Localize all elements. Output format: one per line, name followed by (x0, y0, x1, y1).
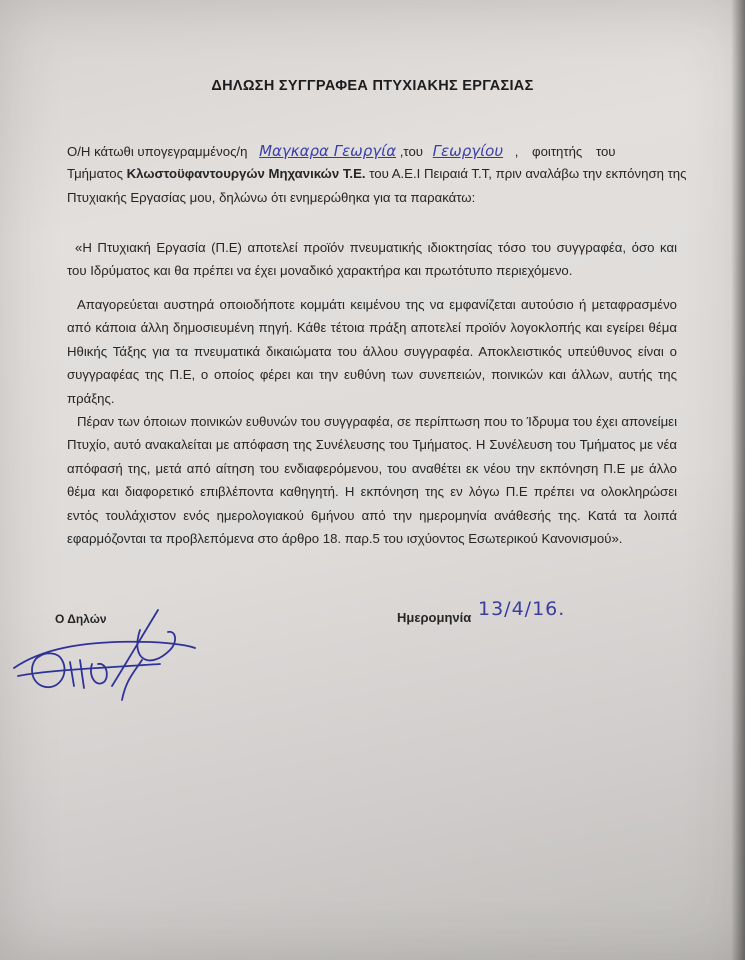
intro-line2-pre: Τμήματος (67, 166, 123, 181)
intro-line-3: Πτυχιακής Εργασίας μου, δηλώνω ότι ενημερώθηκα για τα παρακάτω: (67, 190, 476, 205)
paragraph-3: Πέραν των όποιων ποινικών ευθυνών του συγγραφέα, σε περίπτωση που το Ίδρυμα του έχει απονείμει Πτυχίο, αυτό ανακαλείται με απόφαση της Συνέλευσης του Τμήματος. Η Συνέλευση του Τμήματος με νέα απόφασή της, μετά από αίτηση του ενδιαφερόμενου, του αναθέτει εκ νέου την εκπόνηση Π.Ε με άλλο θέμα και διαφορετικό επιβλέποντα καθηγητή. Η εκπόνηση της εν λόγω Π.Ε πρέπει να ολοκληρώσει εντός τουλάχιστον ενός ημερολογιακού 6μήνου από την ημερομηνία ανάθεσής της. Κατά τα λοιπά εφαρμόζονται τα προβλεπόμενα στο άρθρο 18. παρ.5 του ισχύοντος Εσωτερικού Κανονισμού». (67, 414, 677, 547)
intro-line-2 (67, 166, 686, 181)
department-name: Κλωστοϋφαντουργών Μηχανικών Τ.Ε. (126, 166, 366, 181)
page-edge-shadow (731, 0, 745, 960)
handwritten-date: 13/4/16. (478, 598, 566, 620)
paragraph-2: Απαγορεύεται αυστηρά οποιοδήποτε κομμάτι κειμένου της να εμφανίζεται αυτούσιο ή μεταφρασμένο από κάποια άλλη δημοσιευμένη πηγή. Κάθε τέτοια πράξη αποτελεί προϊόν λογοκλοπής και εγείρει θέμα Ηθικής Τάξης για τα πνευματικά δικαιώματα του άλλου συγγραφέα. Αποκλειστικός υπεύθυνος είναι ο συγγραφέας της Π.Ε, ο οποίος φέρει και την ευθύνη των συνεπειών, ποινικών και άλλων, αυτής της πράξης. (67, 297, 677, 406)
date-label: Ημερομηνία (397, 610, 472, 625)
handwritten-signature (0, 590, 220, 710)
paragraph-1: «Η Πτυχιακή Εργασία (Π.Ε) αποτελεί προϊόν πνευματικής ιδιοκτησίας τόσο του συγγραφέα, όσο και του Ιδρύματος και θα πρέπει να έχει μοναδικό χαρακτήρα και πρωτότυπο περιεχόμενο. (67, 240, 677, 279)
intro-suffix: , φοιτητής του (514, 144, 616, 159)
intro-line-1 (67, 142, 616, 160)
intro-middle: ,του (399, 144, 423, 159)
intro-line2-post: του Α.Ε.Ι Πειραιά Τ.Τ, πριν αναλάβω την εκπόνηση της (369, 166, 687, 181)
document-title: ΔΗΛΩΣΗ ΣΥΓΓΡΑΦΕΑ ΠΤΥΧΙΑΚΗΣ ΕΡΓΑΣΙΑΣ (211, 78, 534, 94)
intro-prefix: Ο/Η κάτωθι υπογεγραμμένος/η (67, 144, 248, 159)
handwritten-father-name: Γεωργίου (432, 142, 504, 160)
handwritten-name: Μαγκαρα Γεωργία (259, 142, 397, 160)
signature-label: Ο Δηλών (55, 612, 107, 626)
